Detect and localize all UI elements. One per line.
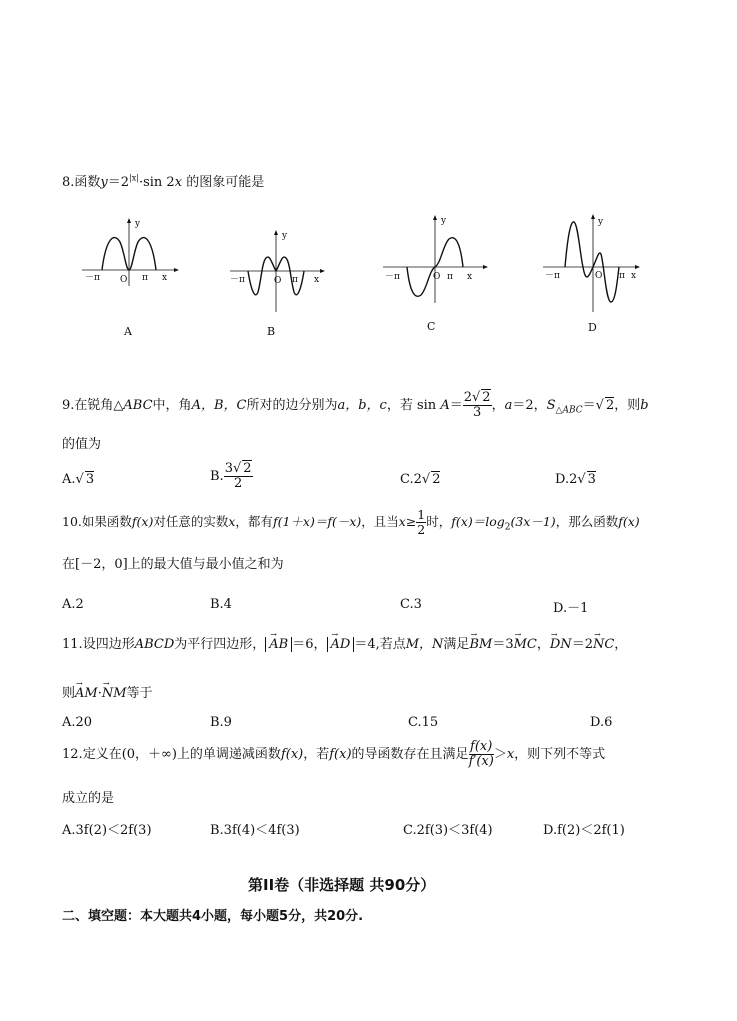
q10-option-b: B.4 [210, 597, 232, 612]
q11-line2: 则→ AM·→ NM等于 [62, 682, 153, 701]
graph-a [82, 218, 182, 292]
q10-stem: 10.如果函数f(x)对任意的实数x，都有f(1＋x)＝f(－x)，且当x≥ $\frac{1}{2}$ 时，$f(x)=\log_2(3x-1)$，那么函数f(x) [62, 507, 640, 537]
graph-a-x-label: x [162, 273, 168, 283]
q11-option-b: B.9 [210, 715, 232, 730]
graph-b-neg-pi: －π [230, 275, 245, 285]
q9-option-d: D.2√ 3 [555, 472, 596, 487]
graph-b-pi: π [292, 275, 298, 285]
graph-b-y-label: y [282, 231, 288, 241]
q9-option-c: C.2√ 2 [400, 472, 441, 487]
graph-d-x-label: x [631, 271, 637, 281]
q11-option-d: D.6 [590, 715, 613, 730]
graph-c-x-label: x [467, 272, 473, 282]
q12-stem: 12.定义在(0，＋∞)上的单调递减函数f(x)，若f(x)的导函数存在且满足 $\frac{f(x)}{f'(x)}$ ＞x，则下列不等式 [62, 739, 606, 769]
q12-option-c: C.2f(3)＜3f(4) [403, 823, 493, 838]
section-title: 第II卷（非选择题 共90分） [248, 876, 436, 894]
q9-option-a: A.√ 3 [62, 472, 95, 487]
graph-d-svg [543, 214, 653, 314]
graph-a-caption: A [124, 325, 132, 338]
graph-a-y-label: y [135, 219, 141, 229]
graph-b-caption: B [267, 325, 276, 338]
graph-c-caption: C [427, 320, 436, 333]
graph-b-origin: O [274, 276, 282, 286]
graph-d-y-label: y [598, 217, 604, 227]
graph-b-x-label: x [314, 275, 320, 285]
q10-option-a: A.2 [62, 597, 84, 612]
graph-c-origin: O [433, 272, 441, 282]
q11-option-c: C.15 [408, 715, 439, 730]
q12-option-d: D.f(2)＜2f(1) [543, 823, 625, 838]
graph-c-pi: π [447, 272, 453, 282]
q9-frac: $\frac{2√ 2}{3}$ [463, 390, 491, 420]
graph-a-neg-pi: －π [85, 273, 100, 283]
q10-line2: 在[－2，0]上的最大值与最小值之和为 [62, 557, 284, 572]
section-subtitle: 二、填空题：本大题共4小题，每小题5分，共20分. [62, 909, 364, 924]
q9-stem: 9.在锐角△ABC中，角A，B，C所对的边分别为a，b，c，若 sin A＝ $\frac{2√ 2}{3}$ ，a＝2，$S_{\triangle ABC}=√$ 2，则b [62, 390, 649, 420]
graph-b [230, 230, 330, 319]
graph-b-svg [230, 230, 330, 315]
q12-line2: 成立的是 [62, 791, 115, 806]
graph-d-origin: O [595, 271, 603, 281]
graph-c-y-label: y [441, 216, 447, 226]
graph-a-origin: O [120, 275, 128, 285]
q11-stem: 11.设四边形ABCD为平行四边形，→ AB ＝6，→ AD ＝4,若点M，N满足→ BM＝3→ MC，→ DN＝2→ NC， [62, 633, 627, 652]
q11-option-a: A.20 [62, 715, 93, 730]
q12-option-a: A.3f(2)＜2f(3) [62, 823, 152, 838]
graph-a-svg [82, 218, 182, 288]
q8-stem: 8.函数$y=2^{|x|}\cdot\sin$ 2x 的图象可能是 [62, 173, 265, 190]
graph-d [543, 214, 653, 318]
q9-line2: 的值为 [62, 437, 102, 452]
graph-a-pi: π [142, 273, 148, 283]
graph-c-neg-pi: －π [385, 272, 400, 282]
q9-option-b: B. $\frac{3√ 2}{2}$ [210, 461, 252, 491]
graph-c [383, 215, 493, 309]
q12-option-b: B.3f(4)＜4f(3) [210, 823, 300, 838]
graph-d-pi: π [619, 271, 625, 281]
graph-c-svg [383, 215, 493, 305]
q10-option-c: C.3 [400, 597, 422, 612]
graph-d-neg-pi: －π [545, 271, 560, 281]
q10-option-d: D.－1 [553, 601, 589, 616]
graph-d-caption: D [588, 321, 597, 334]
